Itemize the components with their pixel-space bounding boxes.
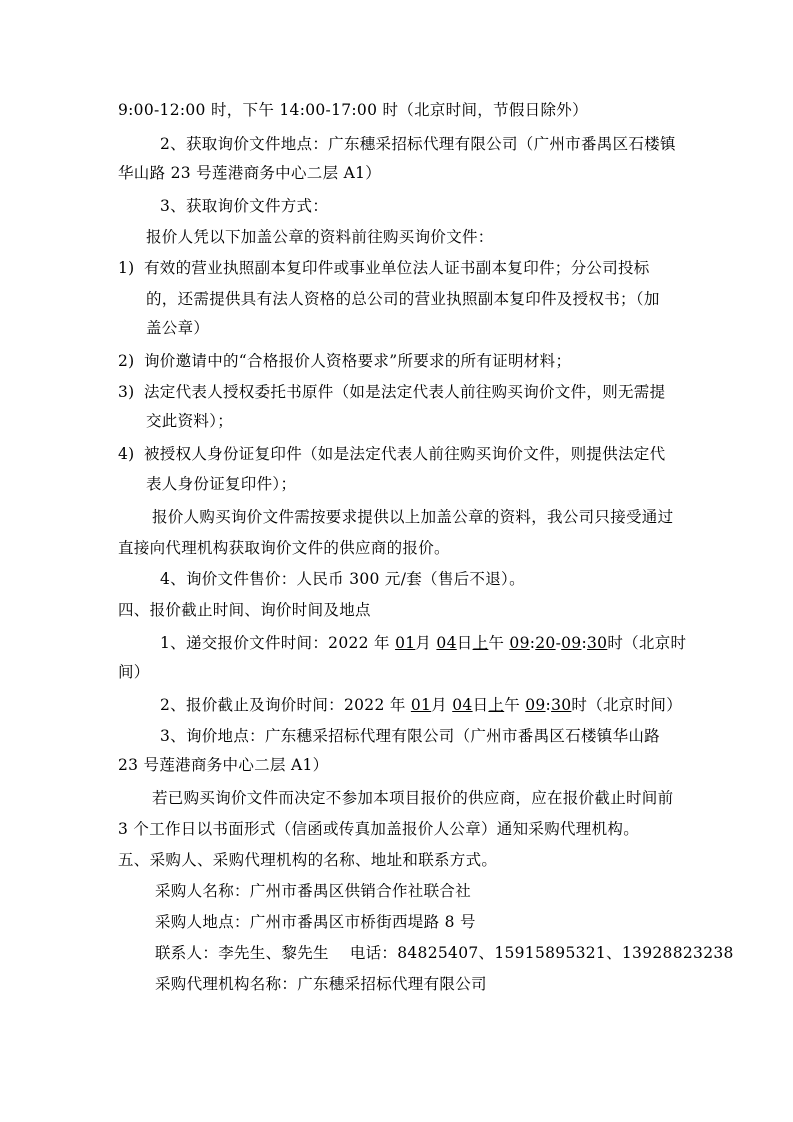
text-run: 日 — [456, 634, 473, 652]
text-line: 2、获取询价文件地点：广东穗采招标代理有限公司（广州市番禺区石楼镇 — [160, 135, 676, 153]
text-run: 09 — [509, 634, 530, 652]
text-line — [160, 695, 682, 715]
text-run: 09 — [525, 696, 546, 714]
text-run: : — [529, 634, 536, 652]
text-line: 4、询价文件售价：人民币 300 元/套（售后不退）。 — [160, 570, 525, 588]
text-line: 表人身份证复印件）； — [146, 475, 297, 493]
list-number: 3) — [118, 383, 135, 401]
text-run: 午 — [504, 696, 526, 714]
text-run: 04 — [452, 696, 473, 714]
text-run: 30 — [551, 696, 572, 714]
text-run: : — [581, 634, 587, 652]
text-run: 2、报价截止及询价时间：2022 年 — [160, 696, 411, 714]
text-line: 3、获取询价文件方式： — [160, 197, 329, 215]
text-line: 采购人名称：广州市番禺区供销合作社联合社 — [155, 882, 472, 900]
section-heading: 四、报价截止时间、询价时间及地点 — [118, 601, 371, 619]
list-number: 4) — [118, 445, 135, 463]
text-run: 1、递交报价文件时间：2022 年 — [160, 634, 396, 652]
text-line: 的，还需提供具有法人资格的总公司的营业执照副本复印件及授权书；（加 — [146, 290, 660, 308]
text-run: 20 — [535, 634, 556, 652]
text-run: 01 — [410, 696, 432, 714]
text-line: 若已购买询价文件而决定不参加本项目报价的供应商，应在报价截止时间前 — [152, 789, 674, 807]
list-item — [118, 351, 571, 371]
section-heading: 五、采购人、采购代理机构的名称、地址和联系方式。 — [118, 851, 498, 869]
text-line: 23 号莲港商务中心二层 A1） — [118, 756, 329, 774]
text-line: 间） — [118, 663, 150, 681]
list-item-text: 询价邀请中的“合格报价人资格要求”所要求的所有证明材料； — [144, 352, 572, 370]
list-number: 2) — [118, 352, 135, 370]
text-run: 上 — [488, 696, 505, 714]
text-line — [160, 633, 686, 653]
text-line: 华山路 23 号莲港商务中心二层 A1） — [118, 164, 382, 182]
list-item-text: 有效的营业执照副本复印件或事业单位法人证书副本复印件；分公司投标 — [144, 259, 650, 277]
text-run: 04 — [436, 634, 457, 652]
text-run: 月 — [415, 634, 437, 652]
text-run: 01 — [395, 634, 416, 652]
text-line: 3、询价地点：广东穗采招标代理有限公司（广州市番禺区石楼镇华山路 — [160, 727, 660, 745]
list-item — [118, 444, 665, 464]
list-number: 1) — [118, 259, 135, 277]
list-item — [118, 258, 650, 278]
text-line: 采购代理机构名称：广东穗采招标代理有限公司 — [155, 975, 487, 993]
text-line: 直接向代理机构获取询价文件的供应商的报价。 — [118, 539, 450, 557]
text-run: - — [555, 634, 562, 652]
text-line: 交此资料）； — [146, 412, 234, 430]
text-line: 3 个工作日以书面形式（信函或传真加盖报价人公章）通知采购代理机构。 — [118, 820, 639, 838]
text-run: 上 — [472, 634, 489, 652]
text-line: 报价人购买询价文件需按要求提供以上加盖公章的资料，我公司只接受通过 — [152, 508, 674, 526]
text-run: 09 — [561, 634, 582, 652]
text-run: 30 — [587, 634, 608, 652]
text-run: 月 — [431, 696, 453, 714]
text-run: 时（北京时 — [607, 634, 687, 652]
list-item-text: 法定代表人授权委托书原件（如是法定代表人前往购买询价文件，则无需提 — [144, 383, 666, 401]
text-line: 9:00-12:00 时，下午 14:00-17:00 时（北京时间，节假日除外） — [118, 101, 588, 119]
text-run: 时（北京时间） — [571, 696, 683, 714]
text-run: 日 — [472, 696, 489, 714]
text-line: 报价人凭以下加盖公章的资料前往购买询价文件： — [146, 228, 494, 246]
text-line: 采购人地点：广州市番禺区市桥街西堤路 8 号 — [155, 913, 476, 931]
text-line: 联系人：李先生、黎先生 电话：84825407、15915895321、13928823238 — [155, 944, 734, 962]
list-item — [118, 382, 665, 402]
list-item-text: 被授权人身份证复印件（如是法定代表人前往购买询价文件，则提供法定代 — [144, 445, 666, 463]
text-run: 午 — [488, 634, 510, 652]
text-run: : — [545, 696, 552, 714]
text-line: 盖公章） — [146, 319, 210, 337]
